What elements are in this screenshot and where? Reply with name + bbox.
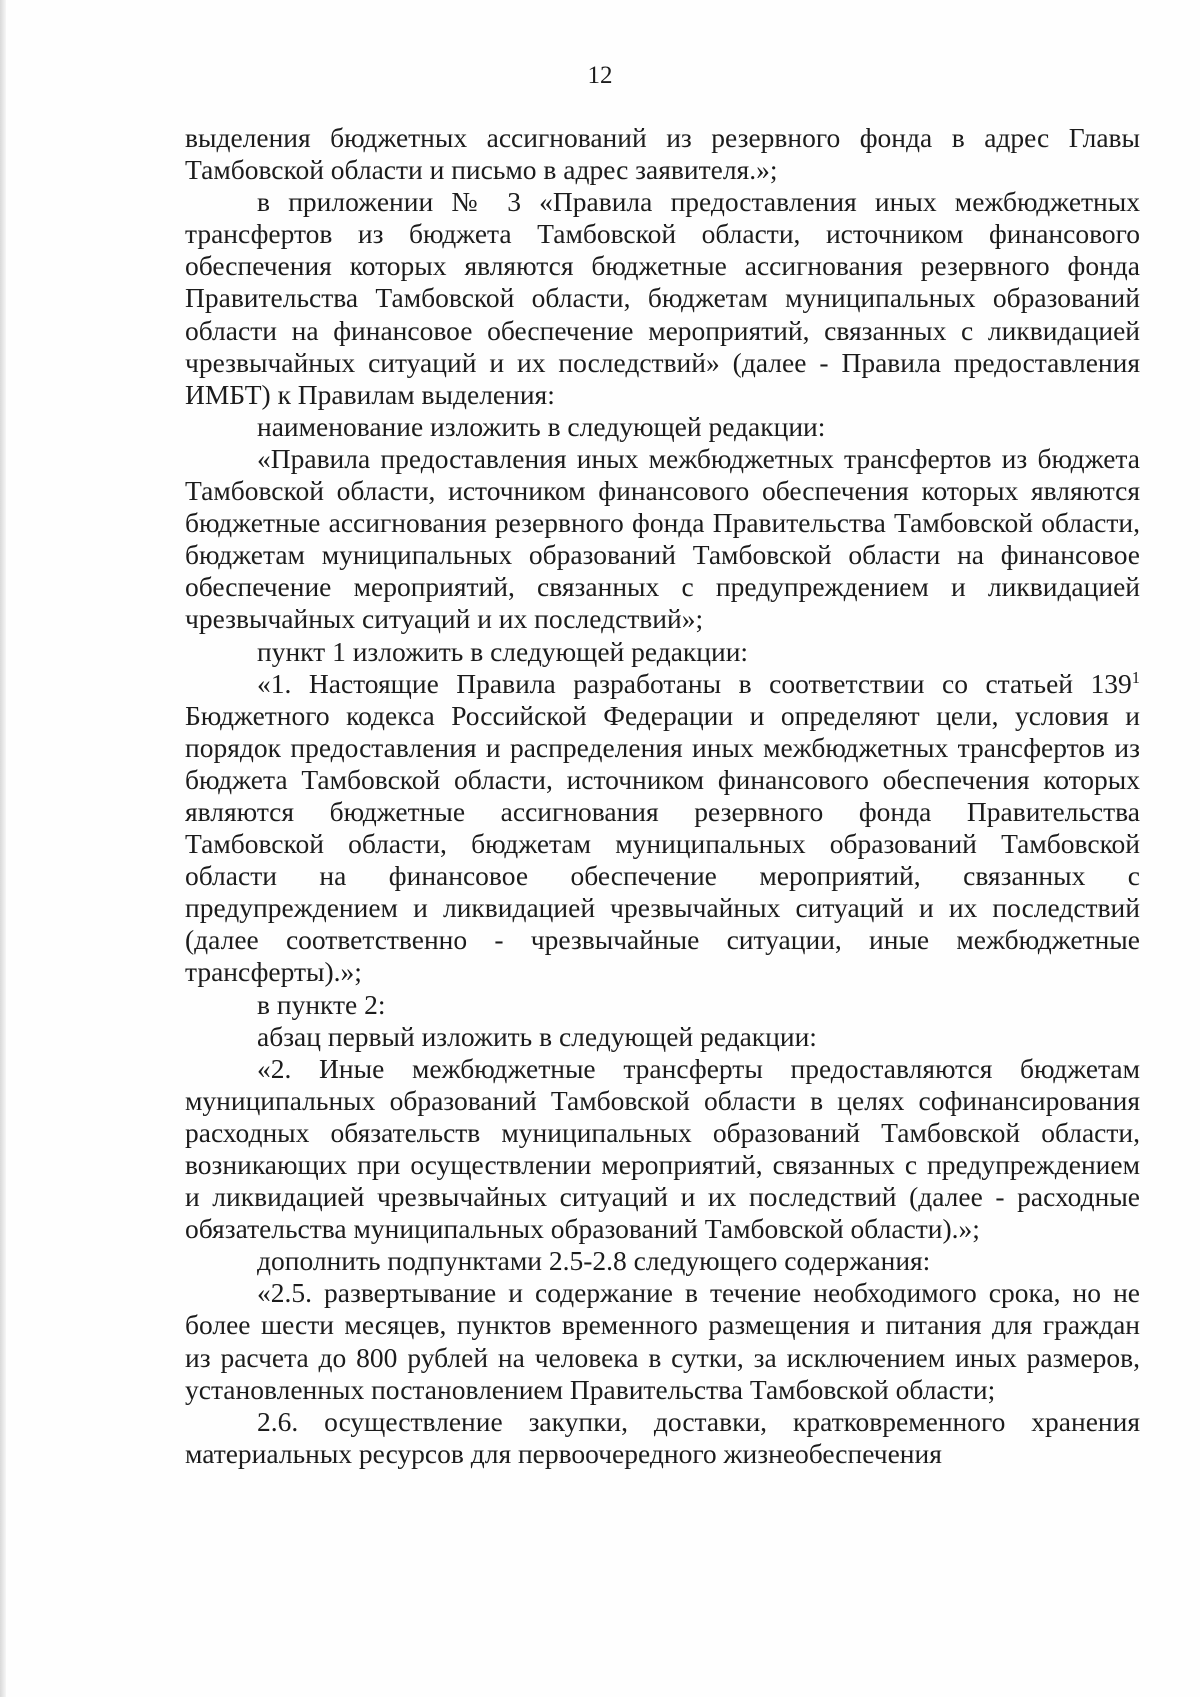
paragraph-new-title: «Правила предоставления иных межбюджетных трансфертов из бюджета Тамбовской области, источником финансового обеспечения которых являются бюджетные ассигнования резервного фонда Правительства Тамбовской области, бюджетам муниципальных образований Тамбовской области на финансовое обеспечение мероприятий, связанных с предупреждением и ликвидацией чрезвычайных ситуаций и их последствий»;	[185, 442, 1140, 635]
paragraph-subpoint-2-5: «2.5. развертывание и содержание в течение необходимого срока, но не более шести месяцев, пунктов временного размещения и питания для граждан из расчета до 800 рублей на человека в сутки, за исключением иных размеров, установленных постановлением Правительства Тамбовской области;	[185, 1277, 1140, 1405]
page-number: 12	[587, 62, 613, 89]
scan-edge	[0, 0, 6, 1697]
point-1-rest: Бюджетного кодекса Российской Федерации и определяют цели, условия и порядок предоставления и распределения иных межбюджетных трансфертов из бюджета Тамбовской области, источником финансового обеспечения которых являются бюджетные ассигнования резервного фонда Правительства Тамбовской области, бюджетам муниципальных образований Тамбовской области на финансовое обеспечение мероприятий, связанных с предупреждением и ликвидацией чрезвычайных ситуаций и их последствий (далее соответственно - чрезвычайные ситуации, иные межбюджетные трансферты).»;	[185, 699, 1140, 988]
paragraph-appendix-3: в приложении № 3 «Правила предоставления иных межбюджетных трансфертов из бюджета Тамбовской области, источником финансового обеспечения которых являются бюджетные ассигнования резервного фонда Правительства Тамбовской области, бюджетам муниципальных образований области на финансовое обеспечение мероприятий, связанных с ликвидацией чрезвычайных ситуаций и их последствий» (далее - Правила предоставления ИМБТ) к Правилам выделения:	[185, 186, 1140, 410]
paragraph-subpoint-2-6: 2.6. осуществление закупки, доставки, кратковременного хранения материальных ресурсов для первоочередного жизнеобеспечения	[185, 1405, 1140, 1469]
paragraph-name-edit: наименование изложить в следующей редакции:	[257, 410, 826, 442]
paragraph-continuation: выделения бюджетных ассигнований из резервного фонда в адрес Главы Тамбовской области и письмо в адрес заявителя.»;	[185, 122, 1140, 186]
paragraph-point-1-text	[185, 668, 1140, 989]
document-body	[185, 122, 1140, 1470]
paragraph-point-1-edit: пункт 1 изложить в следующей редакции:	[257, 635, 749, 667]
paragraph-point-2: в пункте 2:	[257, 988, 386, 1020]
paragraph-first-abzac: абзац первый изложить в следующей редакции:	[257, 1020, 817, 1052]
paragraph-point-2-text: «2. Иные межбюджетные трансферты предоставляются бюджетам муниципальных образований Тамбовской области в целях софинансирования расходных обязательств муниципальных образований Тамбовской области, возникающих при осуществлении мероприятий, связанных с предупреждением и ликвидацией чрезвычайных ситуаций и их последствий (далее - расходные обязательства муниципальных образований Тамбовской области).»;	[185, 1052, 1140, 1245]
article-superscript: 1	[1131, 667, 1140, 687]
point-1-start: «1. Настоящие Правила разработаны в соответствии со статьей 139	[257, 667, 1132, 699]
paragraph-add-subpoints: дополнить подпунктами 2.5-2.8 следующего содержания:	[257, 1245, 931, 1277]
